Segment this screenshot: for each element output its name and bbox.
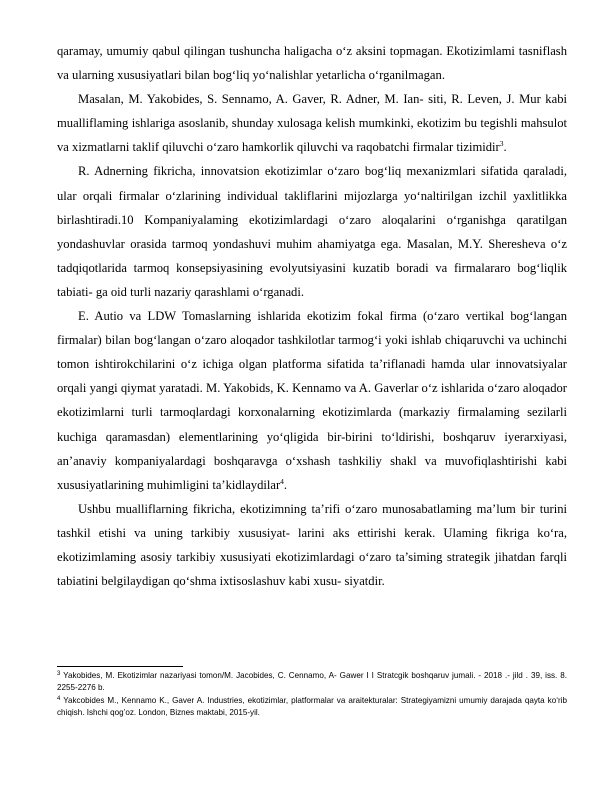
footnote-ref-4: 4: [280, 476, 284, 486]
paragraph-yakobides: Masalan, M. Yakobides, S. Sennamo, A. Gaver, R. Adner, M. Ian- siti, R. Leven, J. Mur kabi mualliflaming ishlariga asoslanib, shunday xulosaga kelish mumkinki, ekotizim bu tegishli mahsulot va xizmatlarni taklif qiluvchi o‘zaro hamkorlik qiluvchi va raqobatchi firmalar tizimidir$^3$.: [57, 92, 567, 155]
paragraph-continuation: qaramay, umumiy qabul qilingan tushuncha haligacha o‘z aksini topmagan. Ekotizimlami tasniflash va ularning xususiyatlari bilan bog‘liq yo‘nalishlar yetarlicha o‘rganilmagan.: [57, 44, 567, 83]
footnote-ref-3: 3: [499, 139, 504, 149]
paragraph-adner: R. Adnerning fikricha, innovatsion ekotizimlar o‘zaro bog‘liq mexanizmlari sifatida qaraladi, ular orqali firmalar o‘zlarining individual takliflarini mijozlarga yo‘naltirilgan izchil yaxlitlikka birlashtiradi.10 Kompaniyalaming ekotizimlardagi o‘zaro aloqalarini o‘rganishga qaratilgan yondashuvlar orasida tarmoq yondashuvi muhim ahamiyatga ega. Masalan, M.Y. Sheresheva o‘z tadqiqotlarida tarmoq konsepsiyasining evolyutsiyasini kuzatib boradi va firmalararo bog‘liqlik tabiati- ga oid turli nazariy qarashlami o‘rganadi.: [57, 164, 567, 299]
footnotes: [57, 670, 567, 720]
footnote-3: $^3$ Yakobides, M. Ekotizimlar nazariyasi tomon/M. Jacobides, C. Cennamo, A- Gawer I I Stratcgik boshqaruv jumali. - 2018 .- jild . 39, iss. 8. 2255-2276 b.: [57, 671, 567, 693]
paragraph-autio: E. Autio va LDW Tomaslarning ishlarida ekotizim fokal firma (o‘zaro vertikal bog‘langan firmalar) bilan bog‘langan o‘zaro aloqador tashkilotlar tarmog‘i yoki ishlab chiqaruvchi va uchinchi tomon ishtirokchilarini o‘z ichiga olgan platforma sifatida ta’riflanadi hamda ular innovatsiyalar orqali yangi qiymat yaratadi. M. Yakobids, K. Kennamo va A. Gaverlar o‘z ishlarida o‘zaro aloqador ekotizimlarni turli tarmoqlardagi korxonalarning ekotizimlarda (markaziy firmalaming sezilarli kuchiga qaramasdan) elementlarining yo‘qligida bir-birini to‘ldirishi, boshqaruv iyerarxiyasi, an’anaviy kompaniyalardagi boshqaravga o‘xshash tashkiliy shakl va muvofiqlashtirishi kabi xususiyatlarining muhimligini ta’kidlaydilar$^4$.: [57, 309, 567, 492]
paragraph-authors-opinion: Ushbu mualliflarning fikricha, ekotizimning ta’rifi o‘zaro munosabatlaming ma’lum bir turini tashkil etishi va uning tarkibiy xususiyat- larini aks ettirishi kerak. Ulaming fikriga ko‘ra, ekotizimlaming asosiy tarkibiy xususiyati ekotizimlardagi o‘zaro ta’siming strategik jihatdan farqli tabiatini belgilaydigan qo‘shma ixtisoslashuv kabi xusu- siyatdir.: [57, 501, 567, 589]
footnote-4: $^4$ Yakcobides M., Kennamo K., Gaver A. Industries, ekotizimlar, platformalar va araitekturalar: Strategiyamizni umumiy darajada qayta ko‘rib chiqish. Ishchi qog’oz. London, Biznes maktabi, 2015-yil.: [57, 695, 567, 718]
footnote-separator: [57, 666, 183, 667]
body-text: [57, 39, 567, 593]
